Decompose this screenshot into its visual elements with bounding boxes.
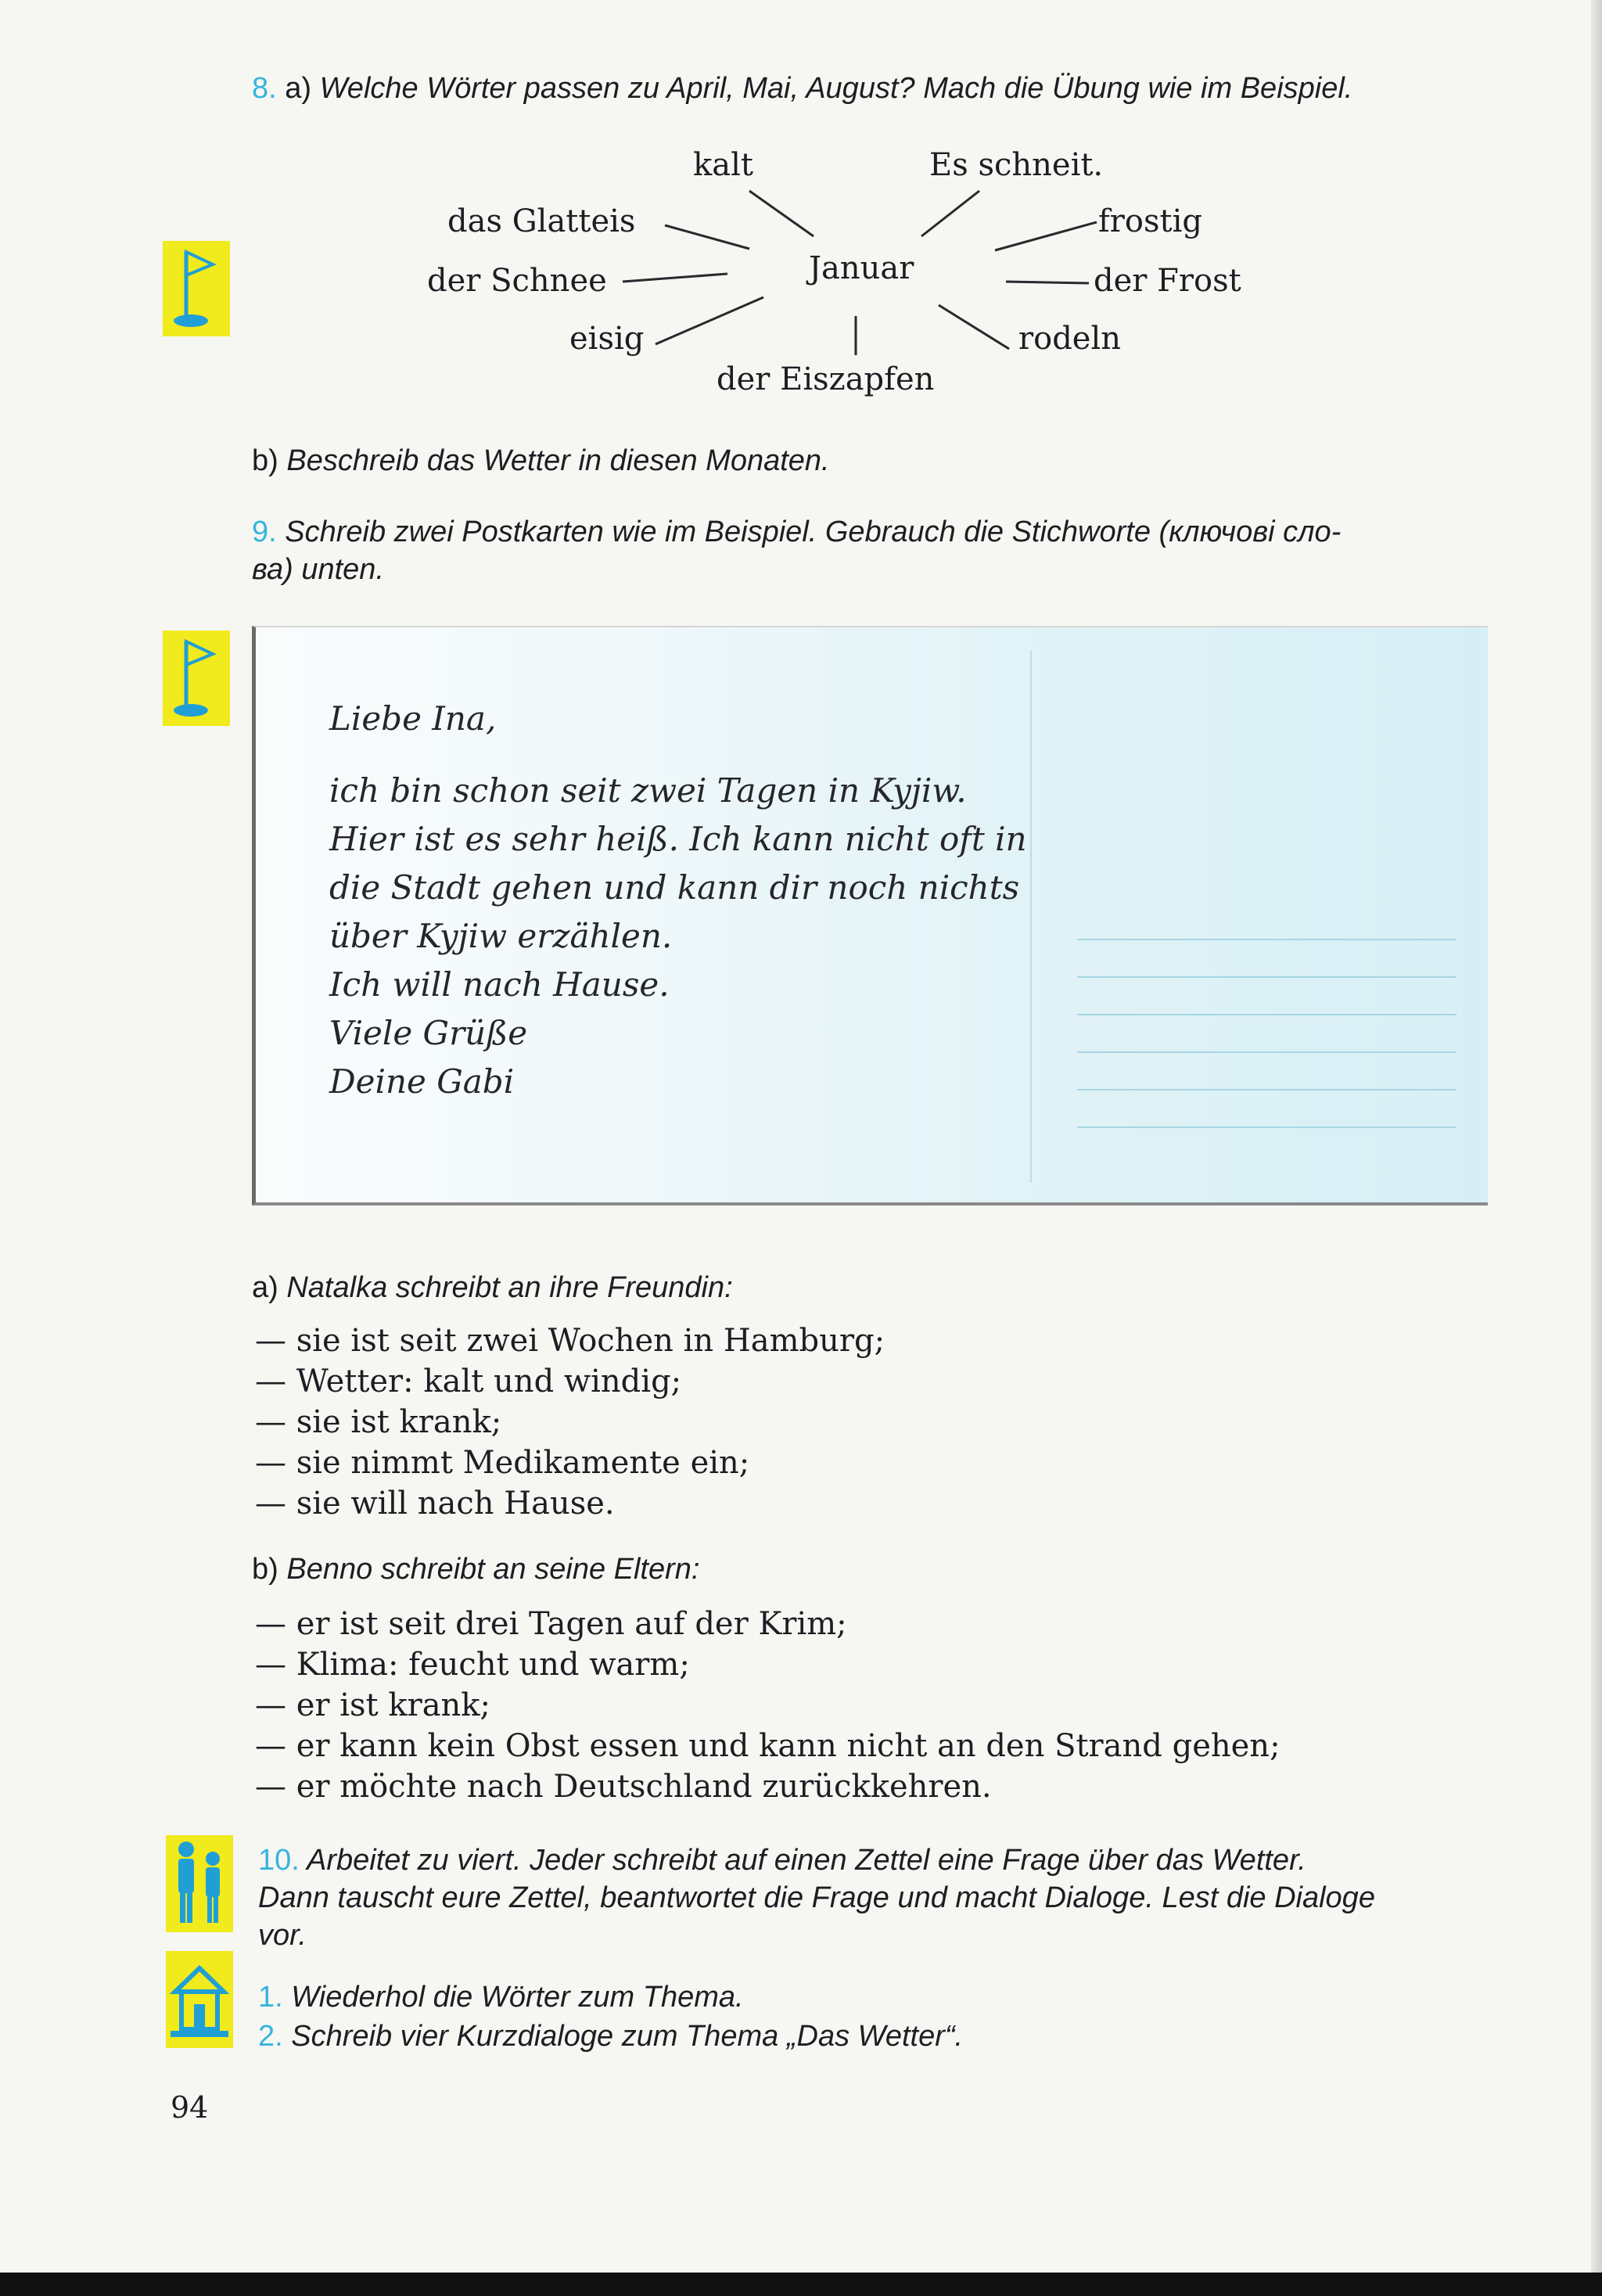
instruction-text: Benno schreibt an seine Eltern: [286, 1553, 700, 1586]
word-eisig: eisig [569, 321, 645, 357]
list-item: — Klima: feucht und warm; [255, 1647, 690, 1683]
word-schnee: der Schnee [427, 263, 607, 299]
word-es-schneit: Es schneit. [929, 147, 1104, 183]
instruction-line: Schreib zwei Postkarten wie im Beispiel. Gebrauch die Stichworte (ключові сло- [285, 516, 1342, 548]
word-der-frost: der Frost [1094, 263, 1241, 299]
part-label: a) [252, 1271, 278, 1304]
page-number: 94 [171, 2090, 209, 2125]
exercise9b-heading [252, 1553, 699, 1586]
list-item: — sie ist seit zwei Wochen in Hamburg; [255, 1323, 885, 1359]
list-item: — Wetter: kalt und windig; [255, 1364, 682, 1400]
postcard-signature: Deine Gabi [329, 1062, 515, 1101]
exercise-number: 9. [252, 516, 277, 548]
word-kalt: kalt [693, 147, 753, 183]
word-eiszapfen: der Eiszapfen [717, 361, 935, 397]
exercise9a-heading [252, 1271, 733, 1305]
instruction-line: vor. [258, 1919, 307, 1952]
address-line [1077, 976, 1457, 978]
postcard-divider [1030, 651, 1032, 1183]
part-label: a) [285, 72, 312, 105]
home-icon [166, 1951, 233, 2048]
exercise8b-instruction [252, 444, 830, 478]
list-item: — sie nimmt Medikamente ein; [255, 1445, 750, 1481]
word-web-lines [0, 0, 1602, 438]
postcard-example [252, 626, 1488, 1205]
exercise-number: 10. [258, 1844, 300, 1877]
word-frostig: frostig [1098, 203, 1203, 239]
address-line [1077, 1126, 1457, 1128]
page-edge [1591, 0, 1602, 2296]
instruction-text: Welche Wörter passen zu April, Mai, August? Mach die Übung wie im Beispiel. [319, 72, 1353, 105]
exercise-number: 8. [252, 72, 277, 105]
postcard-line: ich bin schon seit zwei Tagen in Kyjiw. [329, 771, 967, 810]
exercise10-instruction [258, 1841, 1375, 1954]
word-rodeln: rodeln [1018, 321, 1122, 357]
word-glatteis: das Glatteis [447, 203, 636, 239]
postcard-closing: Viele Grüße [329, 1014, 528, 1052]
address-line [1077, 1014, 1457, 1015]
list-item: — er kann kein Obst essen und kann nicht an den Strand gehen; [255, 1728, 1281, 1764]
address-line [1077, 939, 1457, 940]
instruction-line: Arbeitet zu viert. Jeder schreibt auf einen Zettel eine Frage über das Wetter. [306, 1844, 1306, 1877]
center-word-januar: Januar [809, 250, 914, 286]
list-item: — er ist krank; [255, 1687, 491, 1723]
flag-icon [163, 631, 230, 726]
part-label: b) [252, 1553, 278, 1586]
list-item: — er möchte nach Deutschland zurückkehren. [255, 1769, 992, 1805]
homework-number: 2. [258, 2020, 283, 2053]
homework-list [258, 1978, 963, 2056]
address-line [1077, 1089, 1457, 1091]
postcard-line: Hier ist es sehr heiß. Ich kann nicht oft in [329, 820, 1027, 858]
instruction-line: Dann tauscht eure Zettel, beantwortet die Frage und macht Dialoge. Lest die Dialoge [258, 1881, 1375, 1914]
instruction-line: ва) unten. [252, 553, 384, 586]
instruction-text: Natalka schreibt an ihre Freundin: [286, 1271, 733, 1304]
postcard-line: die Stadt gehen und kann dir noch nichts [329, 868, 1020, 907]
scan-border [0, 2273, 1602, 2296]
postcard-line: Ich will nach Hause. [329, 965, 670, 1004]
exercise9a-list [255, 1320, 885, 1524]
homework-text: Wiederhol die Wörter zum Thema. [291, 1981, 744, 2014]
exercise9b-list [255, 1604, 1281, 1807]
list-item: — sie ist krank; [255, 1404, 502, 1440]
postcard-line: über Kyjiw erzählen. [329, 917, 673, 955]
homework-text: Schreib vier Kurzdialoge zum Thema „Das Wetter“. [291, 2020, 964, 2053]
pair-work-icon [166, 1835, 233, 1932]
exercise9-instruction [252, 513, 1341, 588]
address-line [1077, 1051, 1457, 1053]
homework-item [258, 2017, 963, 2056]
instruction-text: Beschreib das Wetter in diesen Monaten. [286, 444, 830, 477]
postcard-greeting: Liebe Ina, [329, 699, 497, 738]
homework-number: 1. [258, 1981, 283, 2014]
part-label: b) [252, 444, 278, 477]
homework-item [258, 1978, 963, 2017]
list-item: — sie will nach Hause. [255, 1486, 615, 1522]
list-item: — er ist seit drei Tagen auf der Krim; [255, 1606, 847, 1642]
